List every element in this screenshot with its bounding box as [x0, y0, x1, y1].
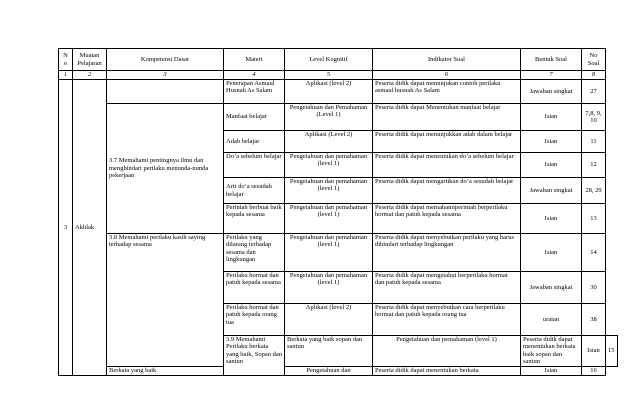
level-cell: Pengetahuan dan pemahaman (level 1)	[285, 272, 373, 304]
indikator-cell: Peserta didik dapat mengartikan do’a sesudah belajar	[373, 178, 521, 204]
group-muatan: Akhlak	[73, 80, 107, 376]
materi-cell: Penerapan Asmaul Husnah As Salam	[224, 80, 285, 104]
column-number: 5	[285, 71, 373, 80]
bentuk-cell: Isian	[521, 131, 582, 153]
header-bentuk: Bentuk Soal	[521, 49, 582, 71]
materi-cell: Perintah berbuat baik kepada sesama	[224, 204, 285, 234]
level-cell: Pengetahuan dan pemahaman (level 1)	[285, 153, 373, 178]
level-cell: Pengetahuan dan Pemahaman (Level 1)	[285, 104, 373, 131]
level-cell: Aplikasi (level 2)	[285, 304, 373, 336]
kd-38: 3.8 Memahami perilaku kasih saying terhadap sesama	[107, 234, 224, 367]
bentuk-cell: Isian	[521, 366, 582, 375]
level-cell: Aplikasi (level 2)	[285, 80, 373, 104]
level-cell: Aplikasi (Level 2)	[285, 131, 373, 153]
table-row	[59, 80, 618, 104]
column-number: 4	[224, 71, 285, 80]
indikator-cell: Peserta didik dapat memahamiperintah berperilaku hormat dan patuh kepada sesama	[373, 204, 521, 234]
level-cell: Pengetahuan dan pemahaman (level 1)	[285, 234, 373, 272]
group-no: 3	[59, 80, 73, 376]
header-row	[59, 49, 618, 71]
header-level: Level Kognitif	[285, 49, 373, 71]
level-cell: Pengetahuan dan pemahaman (level 1)	[285, 204, 373, 234]
table-row	[59, 104, 618, 131]
indikator-cell: Peserta didik dapat menyebutkan cara berperilaku hormat dan patuh kepada orang tua	[373, 304, 521, 336]
indikator-cell: Peserta didik dapat menunjukan contoh perilaku asmaul husnah As Salam	[373, 80, 521, 104]
header-nosoal: No Soal	[582, 49, 606, 71]
column-number: 8	[582, 71, 606, 80]
materi-cell: Arti do’a sesudah belajar	[224, 178, 285, 204]
bentuk-cell: uraian	[521, 304, 582, 336]
bentuk-cell: Jawaban singkat	[521, 80, 582, 104]
kd-empty	[107, 80, 224, 104]
indikator-cell: Peserta didik dapat menyebutkan perilaku yang harus dihindari terhadap lingkungan	[373, 234, 521, 272]
column-number-row	[59, 71, 618, 80]
materi-cell: Berkata yang baik sopan dan santun	[285, 336, 373, 367]
materi-cell: Manfaat belajar	[224, 104, 285, 131]
indikator-cell: Peserta didik dapat menentukan berkata baik sopan dan santun	[521, 336, 582, 367]
bentuk-cell: Isian	[521, 104, 582, 131]
table-row	[59, 366, 618, 375]
header-materi: Materi	[224, 49, 285, 71]
nosoal-cell: 7,8, 9, 10	[582, 104, 606, 131]
level-cell: Pengetahuan dan	[285, 366, 373, 375]
column-number: 3	[107, 71, 224, 80]
bentuk-cell: Isian	[521, 204, 582, 234]
nosoal-cell: 12	[582, 153, 606, 178]
nosoal-cell: 11	[582, 131, 606, 153]
header-muatan: Muatan Pelajaran	[73, 49, 107, 71]
header-indikator: Indikator Soal	[373, 49, 521, 71]
nosoal-cell: 14	[582, 234, 606, 272]
nosoal-cell: 15	[606, 336, 618, 367]
indikator-cell: Peserta didik dapat menentukan do’a sebelum belajar	[373, 153, 521, 178]
materi-cell: Perilaku yang dilarang terhadap sesama dan lingkungan	[224, 234, 285, 272]
materi-cell: Berkata yang baik	[107, 366, 224, 375]
nosoal-cell: 28, 29	[582, 178, 606, 204]
kd-37: 3.7 Memahami pentingnya ilmu dan menghindari perilaku menunda-nunda pekerjaan	[107, 104, 224, 234]
column-number: 7	[521, 71, 582, 80]
column-number: 2	[73, 71, 107, 80]
level-cell: Pengetahuan dan pemahaman (level 1)	[373, 336, 521, 367]
materi-cell: Perilaku hormat dan patuh kepada orang tua	[224, 304, 285, 336]
nosoal-cell: 30	[582, 272, 606, 304]
materi-cell: Adab belajar	[224, 131, 285, 153]
indikator-cell: Peserta didik dapat mengetahui berperilaku hormat dan patuh kepada sesama	[373, 272, 521, 304]
bentuk-cell: Jawaban singkat	[521, 272, 582, 304]
bentuk-cell: Isian	[582, 336, 606, 367]
materi-cell: Do’a sebelum belajar	[224, 153, 285, 178]
column-number: 6	[373, 71, 521, 80]
level-cell: Pengetahuan dan pemahaman (level 1)	[285, 178, 373, 204]
table-row	[59, 234, 618, 272]
nosoal-cell: 38	[582, 304, 606, 336]
bentuk-cell: Isian	[521, 234, 582, 272]
bentuk-cell: Jawaban singkat	[521, 178, 582, 204]
materi-cell: Perilaku hormat dan patuh kepada sesama	[224, 272, 285, 304]
indikator-cell: Peserta didik dapat menunjukkan adab dalam belajar	[373, 131, 521, 153]
kd-39: 3.9 Memahami Perilaku berkata yang baik, Sopan dan santun	[224, 336, 285, 376]
bentuk-cell: Isian	[521, 153, 582, 178]
kisi-kisi-table	[58, 48, 618, 376]
kisi-kisi-sheet	[58, 48, 618, 376]
nosoal-cell: 13	[582, 204, 606, 234]
header-kompetensi: Kompetensi Dasar	[107, 49, 224, 71]
nosoal-cell: 27	[582, 80, 606, 104]
indikator-cell: Peserta didik dapat Menentukan manfaat belajar	[373, 104, 521, 131]
indikator-cell: Peserta didik dapat menentukan berkata	[373, 366, 521, 375]
header-no: N o	[59, 49, 73, 71]
nosoal-cell: 16	[582, 366, 606, 375]
column-number: 1	[59, 71, 73, 80]
